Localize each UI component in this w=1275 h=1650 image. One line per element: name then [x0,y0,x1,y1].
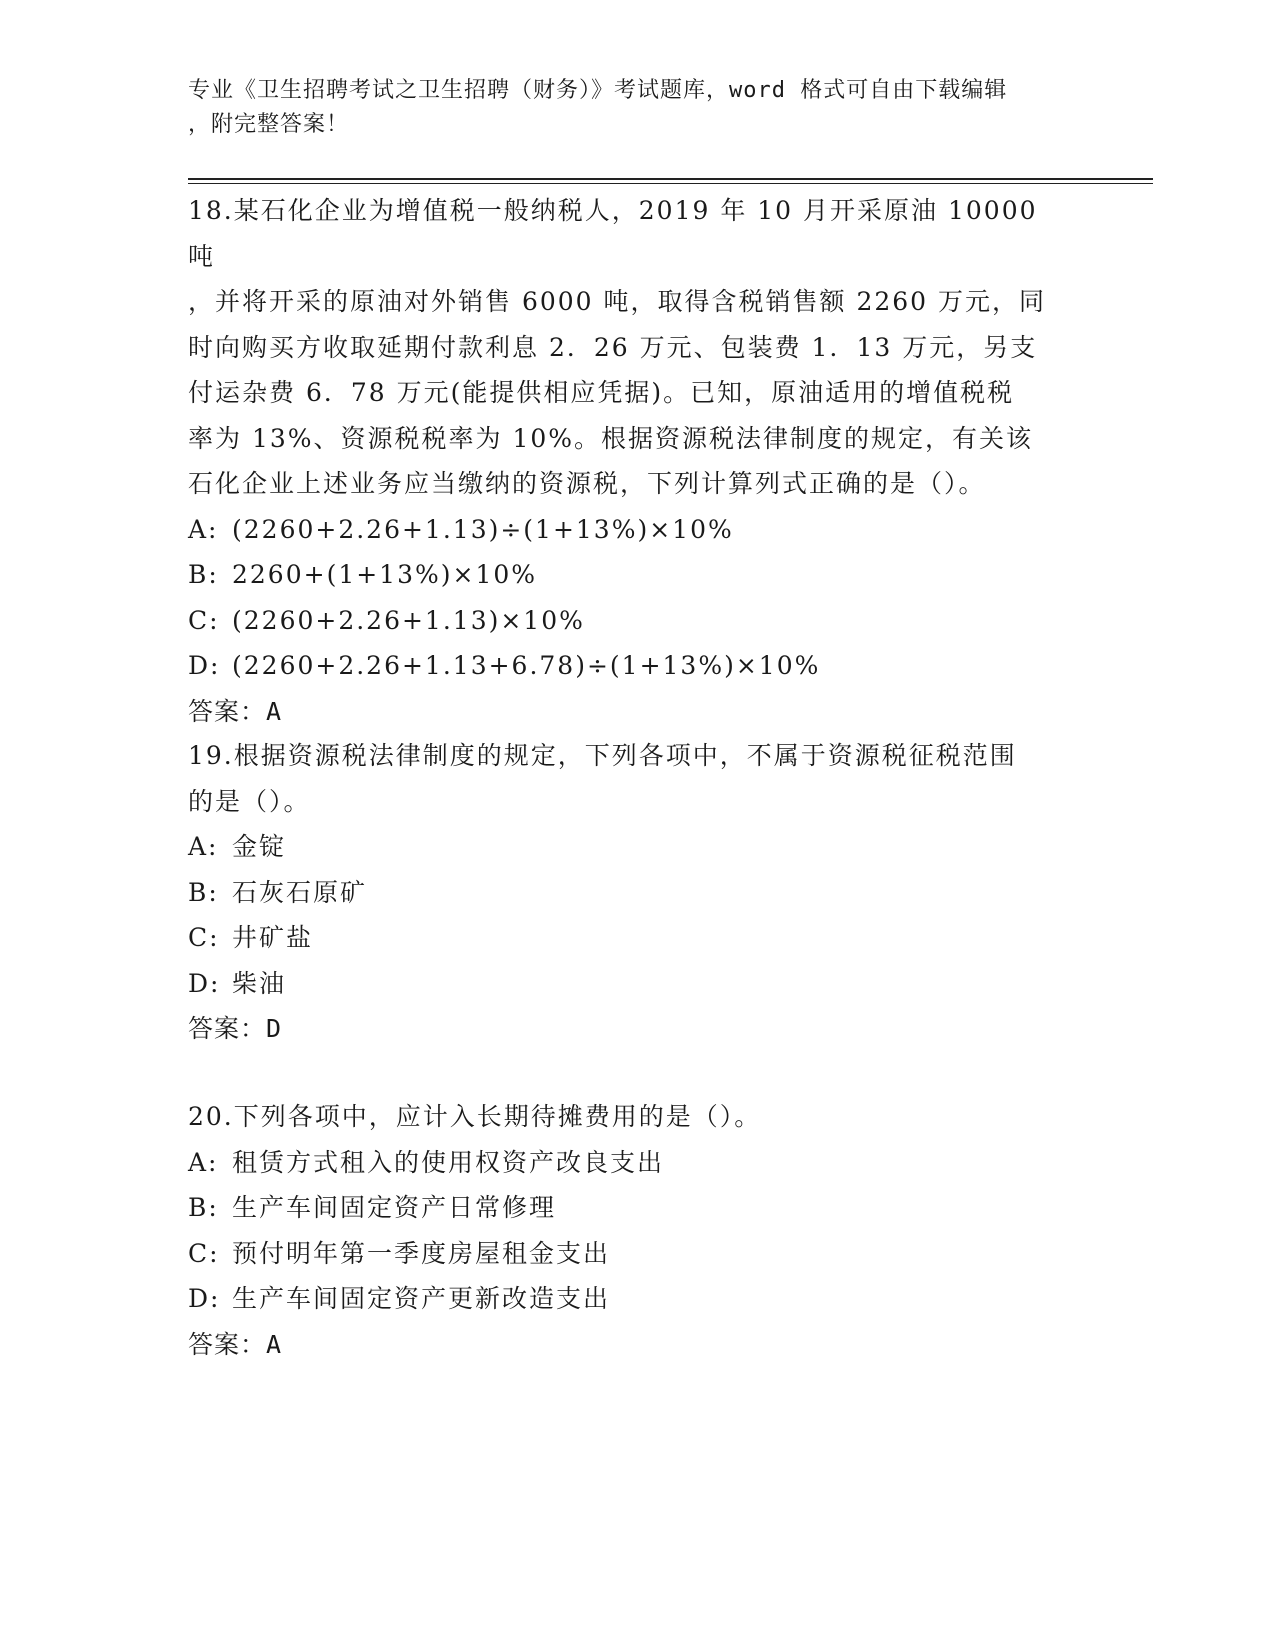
option-text: 生产车间固定资产更新改造支出 [232,1284,611,1313]
option-c [188,598,1068,644]
option-letter: B: [188,877,219,907]
question-stem-line: 付运杂费 6．78 万元(能提供相应凭据)。已知，原油适用的增值税税 [188,378,1015,407]
option-d [188,643,1068,689]
option-text: 石灰石原矿 [232,877,368,907]
option-letter: A: [188,1147,219,1177]
option-a [188,824,1068,870]
question-stem-line: 率为 13%、资源税税率为 10%。根据资源税法律制度的规定，有关该 [188,423,1034,453]
option-text: 金锭 [232,832,287,861]
option-letter: A: [188,514,219,544]
option-text: (2260+2.26+1.13)÷(1+13%)×10% [232,514,734,544]
option-letter: B: [188,1193,219,1222]
option-d [188,961,1068,1007]
option-letter: C: [188,605,220,635]
header-divider-thin [188,183,1153,184]
question-stem-line: 20.下列各项中，应计入长期待摊费用的是（）。 [188,1102,762,1131]
question-20 [188,1094,1068,1367]
option-letter: B: [188,560,219,589]
question-stem-line: 的是（）。 [188,786,311,816]
option-letter: D: [188,968,221,998]
option-b [188,552,1068,598]
option-text: (2260+2.26+1.13)×10% [232,605,585,635]
question-stem-line: 石化企业上述业务应当缴纳的资源税，下列计算列式正确的是（）。 [188,469,986,498]
header-line-2: ，附完整答案！ [188,112,350,137]
option-letter: A: [188,832,219,861]
option-a [188,1140,1068,1186]
question-19 [188,733,1068,1052]
header-line-1: 专业《卫生招聘考试之卫生招聘（财务）》考试题库，word 格式可自由下载编辑 [188,78,1008,103]
option-b [188,1185,1068,1231]
option-text: 柴油 [232,968,287,998]
option-a [188,507,1068,553]
option-c [188,915,1068,961]
question-stem-line: 18.某石化企业为增值税一般纳税人，2019 年 10 月开采原油 10000 吨 [188,196,1038,271]
question-stem-line: ，并将开采的原油对外销售 6000 吨，取得含税销售额 2260 万元，同 [188,287,1047,316]
option-c [188,1231,1068,1277]
option-letter: D: [188,651,221,680]
header-divider-thick [188,178,1153,180]
option-d [188,1276,1068,1322]
answer-line: 答案：D [188,1014,283,1043]
option-letter: C: [188,923,220,952]
option-letter: D: [188,1284,221,1313]
answer-line: 答案：A [188,1329,283,1359]
answer-line: 答案：A [188,696,283,726]
option-text: 井矿盐 [232,923,314,952]
option-text: 租赁方式租入的使用权资产改良支出 [232,1147,665,1177]
question-18 [188,188,1068,734]
option-b [188,870,1068,916]
document-header [188,74,1068,142]
option-text: (2260+2.26+1.13+6.78)÷(1+13%)×10% [232,651,821,680]
option-letter: C: [188,1238,220,1268]
option-text: 2260+(1+13%)×10% [232,560,538,589]
option-text: 预付明年第一季度房屋租金支出 [232,1238,611,1268]
question-stem-line: 19.根据资源税法律制度的规定，下列各项中，不属于资源税征税范围 [188,741,1017,770]
option-text: 生产车间固定资产日常修理 [232,1193,557,1222]
question-stem-line: 时向购买方收取延期付款利息 2．26 万元、包装费 1．13 万元，另支 [188,332,1038,362]
